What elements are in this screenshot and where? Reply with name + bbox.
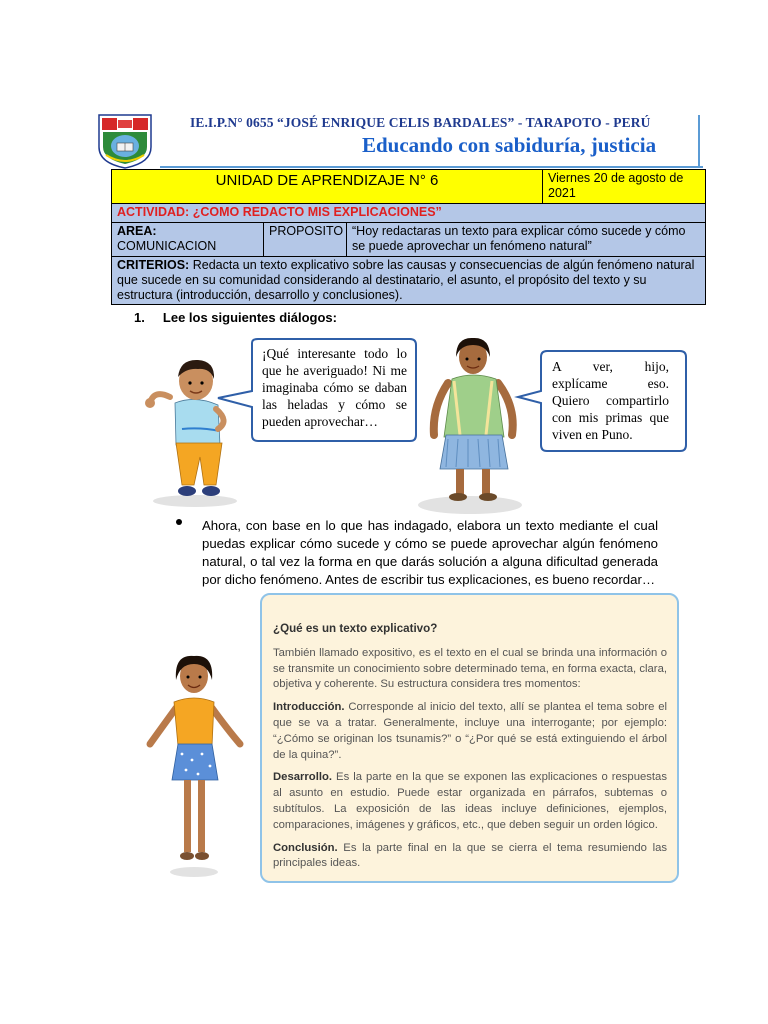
school-crest-icon (98, 113, 152, 169)
explanation-definition: También llamado expositivo, es el texto en el cual se brinda una información o se transmite un conocimiento sobre determinado tema, en forma exacta, clara, objetiva y coherente. Su estructura considera tres momentos: (273, 646, 667, 691)
activity-text: ¿COMO REDACTO MIS EXPLICACIONES” (192, 205, 442, 219)
activity-label: ACTIVIDAD: (117, 205, 190, 219)
introduction-text: Corresponde al inicio del texto, allí se plantea el tema sobre el que se va a tratar. Generalmente, incluye una interrogante; por ejemplo: “¿Cómo se originan los tsunamis?” o “¿Por qué se está extinguiendo el árbol de la quina?”. (273, 701, 667, 761)
boy-figure (145, 360, 237, 507)
bullet-icon (176, 519, 182, 525)
introduction-term: Introducción. (273, 701, 345, 714)
header-vertical-divider (698, 115, 700, 167)
explanation-conclusion (273, 841, 667, 873)
explanation-development (273, 770, 667, 833)
conclusion-text: Es la parte final en la que se cierra el tema resumiendo las principales ideas. (273, 841, 668, 870)
unit-info-table (111, 169, 706, 305)
instruction-paragraph: Ahora, con base en lo que has indagado, elabora un texto mediante el cual puedas explicar cómo sucede y cómo se puede aprovechar algún fenómeno natural, o tal vez la forma en que darás solución a alguna dificultad generada por dicho fenómeno. Antes de escribir tus explicaciones, es bueno recordar… (202, 518, 658, 587)
conclusion-term: Conclusión. (273, 841, 338, 854)
boy-speech-text: ¡Qué interesante todo lo que he averiguado! Ni me imaginaba cómo se daban las heladas y cómo se pueden aprovechar… (262, 346, 407, 429)
criteria-label: CRITERIOS: (117, 258, 190, 272)
date-cell: Viernes 20 de agosto de 2021 (543, 170, 706, 204)
area-cell (112, 223, 264, 257)
unit-title: UNIDAD DE APRENDIZAJE N° 6 (112, 170, 543, 204)
girl-figure (140, 650, 250, 880)
explanatory-text-box (260, 593, 679, 883)
woman-speech-text: A ver, hijo, explícame eso. Quiero compartirlo con mis primas que viven en Puno. (552, 359, 669, 442)
criteria-row (112, 257, 706, 305)
school-name: IE.I.P.N° 0655 “JOSÉ ENRIQUE CELIS BARDALES” - TARAPOTO - PERÚ (190, 115, 651, 130)
criteria-text: Redacta un texto explicativo sobre las causas y consecuencias de algún fenómeno natural que sucede en su comunidad considerando al destinatario, el asunto, el propósito del texto y su estructura (introducción, desarrollo y conclusiones). (117, 258, 695, 302)
section-1-title: 1. Lee los siguientes diálogos: (134, 310, 337, 325)
header-divider (160, 166, 703, 168)
school-motto: Educando con sabiduría, justicia (362, 133, 657, 157)
explanation-title: ¿Qué es un texto explicativo? (273, 622, 438, 635)
development-term: Desarrollo. (273, 771, 333, 784)
area-value: COMUNICACION (117, 239, 217, 253)
explanation-introduction (273, 700, 667, 763)
development-text: Es la parte en la que se exponen las explicaciones o respuestas al asunto en estudio. Puede estar organizada en párrafos, subtemas o subtítulos. La exposición de las ideas incluye definiciones, ejemplos, comparaciones, imágenes y gráficos, etc., que deben seguir un orden lógico. (273, 771, 667, 831)
purpose-text: “Hoy redactaras un texto para explicar cómo sucede y cómo se puede aprovechar un fenómeno natural” (347, 223, 706, 257)
purpose-label: PROPOSITO (264, 223, 347, 257)
woman-figure (418, 338, 522, 514)
area-label: AREA: (117, 224, 157, 238)
activity-row (112, 204, 706, 223)
